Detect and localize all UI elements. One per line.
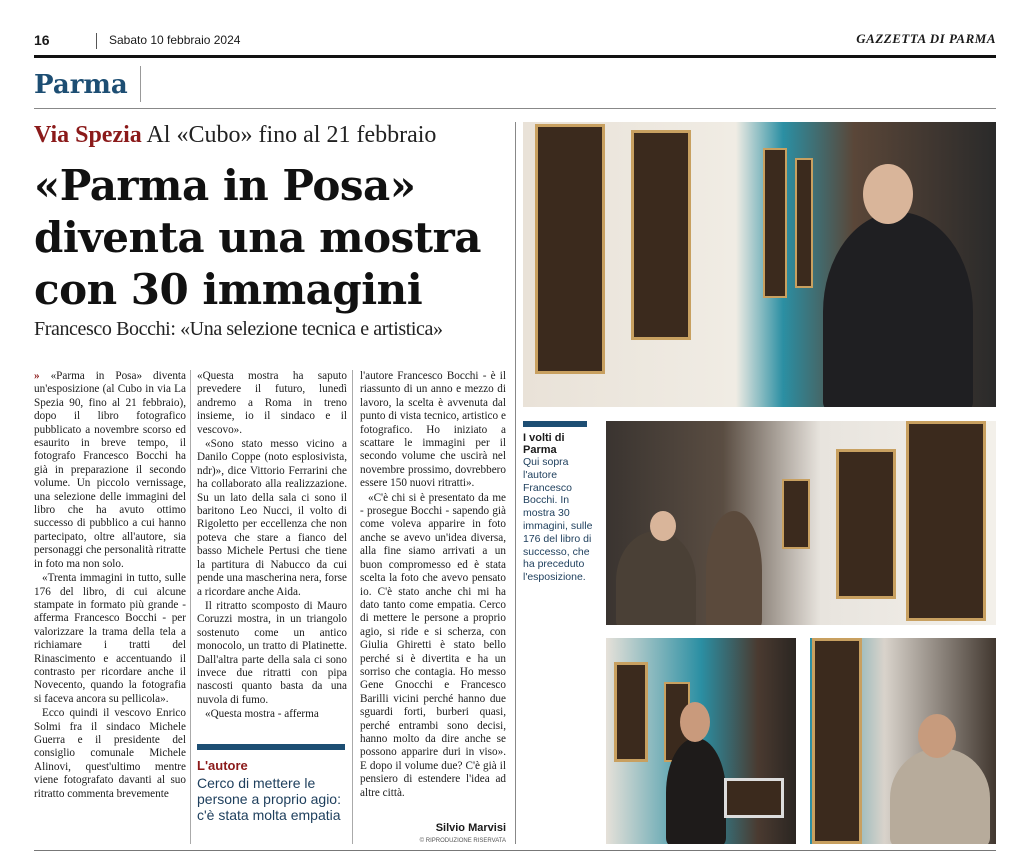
paragraph: «Trenta immagini in tutto, sulle 176 del libro, di cui alcune stampate in formato più grande - afferma Francesco Bocchi - per valorizzare la trama della tela a richiamare i tratti del Rinascimento e accentuando il contrasto per ricordare anche il Novecento, quando la fotografia si faceva ancora su pellicola». bbox=[34, 572, 186, 705]
paragraph: Il ritratto scomposto di Mauro Coruzzi mostra, in un triangolo sostenuto come un antico monocolo, un tratto di Platinette. Dall'altra parte della sala ci sono invece due ritratti con pipa nascosti quanto basta da una nuvola di fumo. bbox=[197, 599, 347, 706]
portrait-frame bbox=[812, 638, 862, 844]
author-figure bbox=[823, 212, 973, 407]
portrait-frame bbox=[763, 148, 787, 298]
held-portrait bbox=[724, 778, 784, 818]
photo-visitors bbox=[606, 421, 996, 625]
header-divider bbox=[96, 33, 97, 49]
portrait-frame bbox=[631, 130, 691, 340]
issue-date: Sabato 10 febbraio 2024 bbox=[109, 33, 241, 47]
visitor-figure bbox=[706, 511, 762, 625]
column-divider bbox=[352, 370, 353, 844]
article-column-2 bbox=[197, 370, 347, 738]
photo-woman-pointing bbox=[810, 638, 996, 844]
column-divider bbox=[190, 370, 191, 844]
section-divider bbox=[140, 66, 141, 102]
portrait-frame bbox=[795, 158, 813, 288]
newspaper-masthead: GAZZETTA DI PARMA bbox=[856, 31, 996, 46]
portrait-frame bbox=[906, 421, 986, 621]
photo-divider bbox=[515, 122, 516, 844]
woman-head bbox=[918, 714, 956, 758]
author-head bbox=[863, 164, 913, 224]
section-rule bbox=[34, 108, 996, 109]
paragraph: «Questa mostra - afferma bbox=[205, 708, 319, 721]
woman-figure bbox=[666, 738, 726, 844]
woman-figure bbox=[890, 748, 990, 844]
rights-notice: © RIPRODUZIONE RISERVATA bbox=[419, 838, 506, 844]
headline-line: con 30 immagini bbox=[34, 265, 423, 314]
author-signature: Silvio Marvisi bbox=[435, 822, 506, 834]
visitor-figure bbox=[616, 531, 696, 625]
article-kicker bbox=[34, 122, 436, 149]
portrait-frame bbox=[836, 449, 896, 599]
woman-head bbox=[680, 702, 710, 742]
lead-mark-icon: » bbox=[34, 370, 40, 382]
paragraph: «Questa mostra ha saputo prevedere il futuro, lunedì andremo a Roma in treno insieme, io il sindaco e il vescovo». bbox=[197, 370, 347, 436]
photo-woman-with-portrait bbox=[606, 638, 796, 844]
quote-box-title: L'autore bbox=[197, 758, 248, 773]
kicker-text: Al «Cubo» fino al 21 febbraio bbox=[146, 122, 437, 148]
quote-box-rule bbox=[197, 744, 345, 750]
header-rule bbox=[34, 55, 996, 58]
headline-line: «Parma in Posa» bbox=[34, 161, 416, 210]
footer-rule bbox=[34, 850, 996, 851]
article-headline bbox=[34, 160, 504, 316]
caption-rule bbox=[523, 421, 587, 427]
paragraph: «C'è chi si è presentato da me - prosegue Bocchi - sapendo già come voleva apparire in foto anche se avevo un'idea diversa, alla fine siamo arrivati a un buon compromesso ed è stata scelta la foto che avevo pensato io. C'è stato anche chi mi ha dato tanto come empatia. Cerco di mettere le persone a proprio agio, si ride e si scherza, con Giulia Ghiretti è stato bello perché si è divertita e ha un sorriso che contagia. Ho messo Gene Gnocchi e Francesco Barilli vicini perché hanno due sguardi forti, burberi quasi, perché entrambi sono decisi, hanno molto da dire anche se possono apparire duri in viso». E dopo il volume due? C'è già il pensiero di estendere l'idea ad altre città. bbox=[360, 491, 506, 799]
visitor-head bbox=[650, 511, 676, 541]
section-title: Parma bbox=[34, 70, 128, 100]
kicker-place: Via Spezia bbox=[34, 122, 142, 148]
article-column-1 bbox=[34, 370, 186, 840]
portrait-frame bbox=[535, 124, 605, 374]
paragraph-text: «Parma in Posa» diventa un'esposizione (al Cubo in via La Spezia 90, fino al 21 febbraio), dopo il libro fotografico pubblicato a novembre scorso ed esaurito in breve tempo, il fotografo Francesco Bocchi ha già in preparazione il secondo volume. Un piccolo vernissage, una selezione delle immagini del libro che ha avuto ottimo successo di pubblico a cui hanno partecipato, oltre all'autore, sia personaggi che personalità ritratte in foto ma non solo. bbox=[34, 370, 186, 570]
paragraph bbox=[34, 370, 186, 571]
page-number: 16 bbox=[34, 32, 50, 48]
caption-title: I volti di Parma bbox=[523, 432, 565, 456]
caption-text: Qui sopra l'autore Francesco Bocchi. In mostra 30 immagini, sulle 176 del libro di successo, che ha preceduto l'esposizione. bbox=[523, 456, 593, 584]
headline-line: diventa una mostra bbox=[34, 213, 481, 262]
quote-box-text: Cerco di mettere le persone a proprio agio: c'è stata molta empatia bbox=[197, 775, 341, 823]
paragraph: «Sono stato messo vicino a Danilo Coppe (noto esplosivista, ndr)», dice Vittorio Ferrarini che ha collaborato alla realizzazione. Su un lato della sala ci sono il baritono Leo Nucci, il volto di Rigoletto per eccellenza che non poteva che stare a fianco del basso Michele Pertusi che tiene la partitura di Nabucco da cui pende una mascherina nera, forse a ricordare anche Aida. bbox=[197, 438, 347, 598]
portrait-frame bbox=[614, 662, 648, 762]
article-subhead: Francesco Bocchi: «Una selezione tecnica e artistica» bbox=[34, 318, 443, 340]
portrait-frame bbox=[782, 479, 810, 549]
photo-author-at-exhibition bbox=[523, 122, 996, 407]
page-header bbox=[34, 30, 996, 52]
paragraph: l'autore Francesco Bocchi - è il riassunto di un anno e mezzo di lavoro, la scelta è avvenuta dal punto di vista tecnico, artistico e fotografico. Ho iniziato a scattare le immagini per il secondo volume che uscirà nel novembre prossimo, dovrebbero essere 150 nuovi ritratti». bbox=[360, 370, 506, 490]
paragraph: Ecco quindi il vescovo Enrico Solmi fra il sindaco Michele Guerra e il presidente del consiglio comunale Michele Alinovi, quest'ultimo mentre viene fotografato davanti al suo ritratto commenta brevemente bbox=[34, 707, 186, 800]
article-column-3 bbox=[360, 370, 506, 810]
